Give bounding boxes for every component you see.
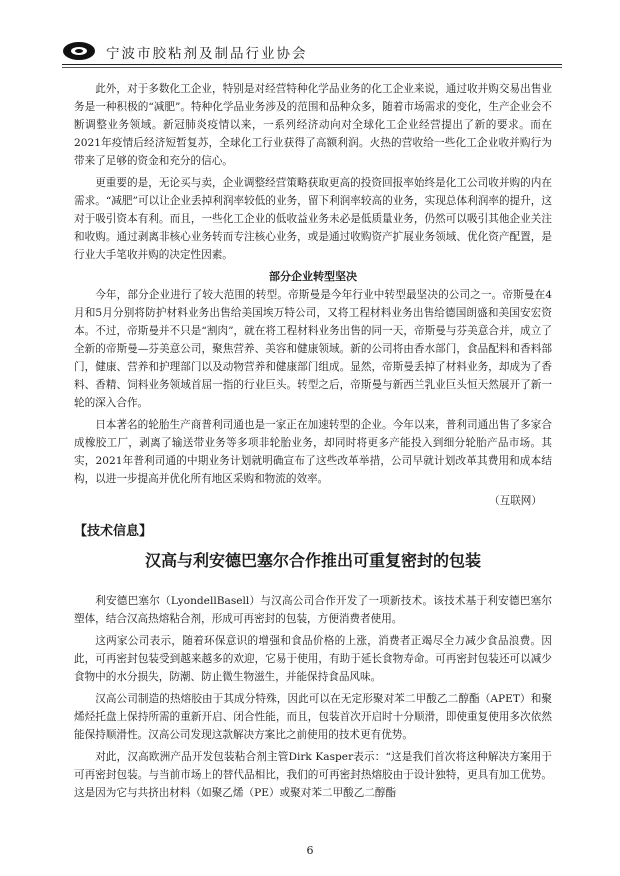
article-title: 汉高与利安德巴塞尔合作推出可重复密封的包装 (144, 551, 481, 570)
header-rule (62, 64, 562, 65)
paragraph: 汉高公司制造的热熔胶由于其成分特殊，因此可以在无定形聚对苯二甲酸乙二醇酯（APET）和聚烯烃托盘上保持所需的重新开启、闭合性能，而且，包装首次开启时十分顺滑，即使重复使用多次依然能保持顺滑性。汉高公司发现这款解决方案比之前使用的技术更有优势。 (74, 693, 552, 741)
header-rule-thin (62, 67, 562, 68)
organization-name: 宁波市胶粘剂及制品行业协会 (106, 46, 308, 62)
page-header (62, 40, 562, 66)
section-subheading: 部分企业转型坚决 (269, 270, 357, 283)
article-body-1 (74, 80, 552, 510)
paragraph: 利安德巴塞尔（LyondellBasell）与汉高公司合作开发了一项新技术。该技术基于利安德巴塞尔塑体，结合汉高热熔粘合剂，形成可再密封的包装，方便消费者使用。 (74, 595, 552, 625)
paragraph: 今年，部分企业进行了较大范围的转型。帝斯曼是今年行业中转型最坚决的公司之一。帝斯曼在4月和5月分别将防护材料业务出售给美国埃万特公司，又将工程材料业务出售给德国朗盛和美国安宏资本。不过，帝斯曼并不只是“割肉”，就在将工程材料业务出售的同一天，帝斯曼与芬美意合并，成立了全新的帝斯曼—芬美意公司，聚焦营养、美容和健康领域。新的公司将由香水部门，食品配料和香料部门，健康、营养和护理部门以及动物营养和健康部门组成。显然，帝斯曼丢掉了材料业务，却成为了香料、香精、饲料业务领域首屈一指的行业巨头。转型之后，帝斯曼与新西兰乳业巨头恒天然展开了新一轮的深入合作。 (74, 289, 552, 409)
article-body-2 (74, 592, 552, 806)
page-number: 6 (306, 844, 314, 857)
section-label: 【技术信息】 (74, 524, 153, 539)
paragraph: 此外，对于多数化工企业，特别是对经营特种化学品业务的化工企业来说，通过收并购交易出售业务是一种积极的“减肥”。特种化学品业务涉及的范围和品种众多，随着市场需求的变化，生产企业会不断调整业务领域。新冠肺炎疫情以来，一系列经济动向对全球化工企业经营提出了新的要求。而在2021年疫情后经济短暂复苏，全球化工行业获得了高额利润。火热的营收给一些化工企业收并购行为带来了足够的资金和充分的信心。 (74, 83, 552, 167)
paragraph: 日本著名的轮胎生产商普利司通也是一家正在加速转型的企业。今年以来，普利司通出售了多家合成橡胶工厂，剥离了输送带业务等多项非轮胎业务，却同时将更多产能投入到细分轮胎产品市场。其实，2021年普利司通的中期业务计划就明确宣布了这些改革举措，公司早就计划改革其费用和成本结构，以进一步提高并优化所有地区采购和物流的效率。 (74, 419, 552, 485)
paragraph: 这两家公司表示，随着环保意识的增强和食品价格的上涨，消费者正竭尽全力减少食品浪费。因此，可再密封包装受到越来越多的欢迎，它易于使用，有助于延长食物寿命。可再密封包装还可以减少食物中的水分损失，防潮、防止微生物滋生，并能保持食品风味。 (74, 635, 552, 683)
paragraph: 更重要的是，无论买与卖，企业调整经营策略获取更高的投资回报率始终是化工公司收并购的内在需求。“减肥”可以让企业丢掉利润率较低的业务，留下利润率较高的业务，实现总体利润率的提升，这对于吸引资本有利。而且，一些化工企业的低收益业务未必是低质量业务，仍然可以吸引其他企业关注和收购。通过剥离非核心业务转而专注核心业务，或是通过收购资产扩展业务领域、优化资产配置，是行业大手笔收并购的决定性因素。 (74, 177, 552, 261)
paragraph: 对此，汉高欧洲产品开发包装粘合剂主管Dirk Kasper表示：“这是我们首次将这种解决方案用于可再密封包装。与当前市场上的替代品相比，我们的可再密封热熔胶由于设计独特，更具有加工优势。这是因为它与共挤出材料（如聚乙烯（PE）或聚对苯二甲酸乙二醇酯 (74, 751, 552, 799)
association-logo-icon (62, 40, 96, 62)
source-note: （互联网） (489, 495, 542, 507)
